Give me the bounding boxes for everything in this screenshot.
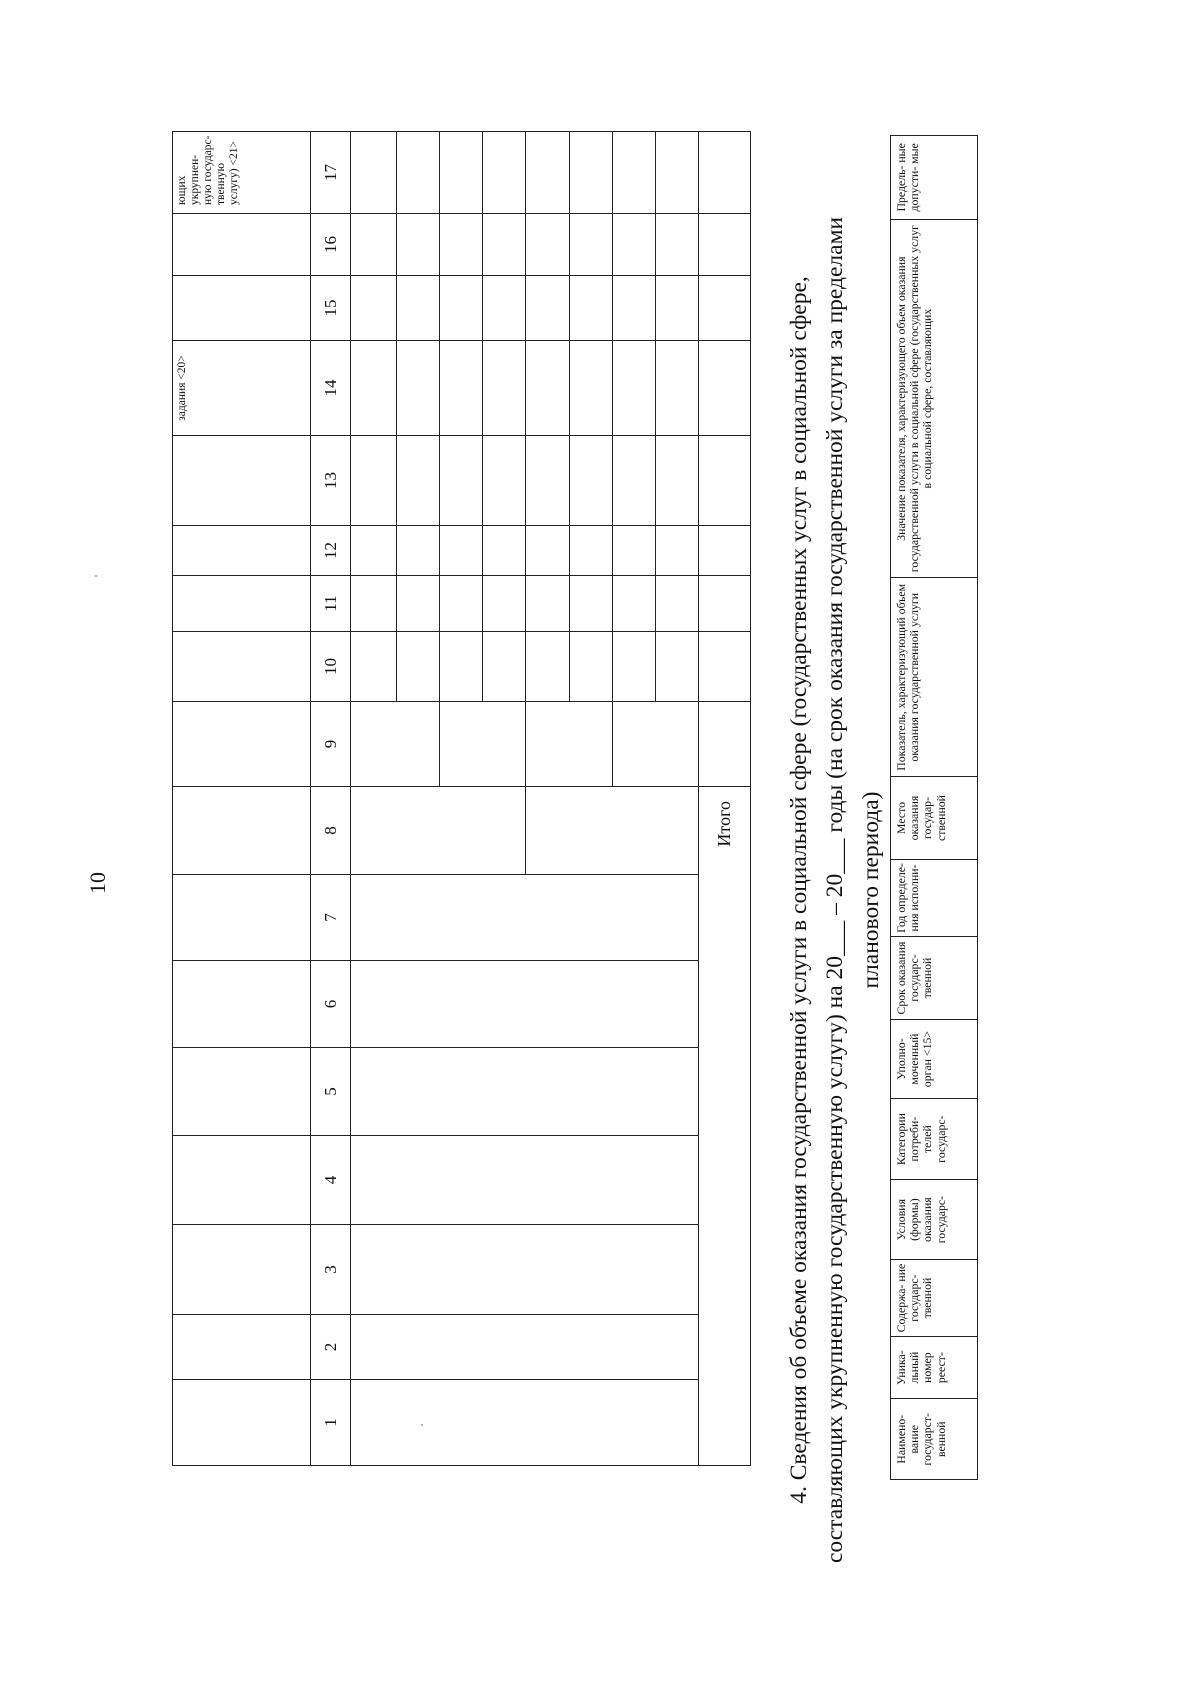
- table-cell: [656, 341, 699, 436]
- table-cell: [351, 1315, 699, 1380]
- upper-table-rotated: [172, 131, 751, 1466]
- table-cell: [613, 214, 656, 276]
- table-cell: [483, 132, 526, 214]
- table-cell: [656, 436, 699, 526]
- header-cell-2: [173, 1315, 311, 1380]
- upper-table: [172, 131, 751, 1466]
- lower-header-cell: Категории потреби- телей государс-: [891, 1099, 978, 1180]
- scan-speck: [95, 575, 97, 577]
- table-cell: [613, 276, 656, 341]
- header-cell-13: [173, 436, 311, 526]
- header-cell-14: задания <20>: [173, 341, 311, 436]
- table-cell: [351, 1380, 699, 1466]
- table-cell: [699, 214, 751, 276]
- table-cell: [699, 132, 751, 214]
- table-cell: [699, 341, 751, 436]
- table-cell: [440, 576, 483, 632]
- table-cell: [656, 214, 699, 276]
- table-cell: [440, 276, 483, 341]
- header-cell-15: [173, 276, 311, 341]
- table-cell: [397, 276, 440, 341]
- table-cell: [440, 436, 483, 526]
- table-cell: [351, 632, 397, 702]
- column-number: 17: [311, 132, 351, 214]
- lower-table-rotated: [890, 135, 978, 1480]
- table-cell: [483, 214, 526, 276]
- table-cell: [526, 576, 570, 632]
- column-number-row: [311, 132, 351, 1466]
- upper-table-header-row: [173, 132, 311, 1466]
- column-number: 3: [311, 1225, 351, 1315]
- lower-header-cell: Предель- ные допусти- мые: [891, 136, 978, 220]
- table-cell: [526, 132, 570, 214]
- lower-header-cell: Показатель, характеризующий объем оказания государственной услуги: [891, 578, 978, 777]
- table-cell: [526, 214, 570, 276]
- table-cell: [397, 632, 440, 702]
- table-cell: [351, 436, 397, 526]
- table-cell: [656, 632, 699, 702]
- table-cell: [526, 702, 613, 787]
- column-number: 14: [311, 341, 351, 436]
- header-cell-12: [173, 526, 311, 576]
- header-cell-6: [173, 961, 311, 1048]
- table-cell: [351, 787, 526, 875]
- table-cell: [613, 341, 656, 436]
- table-cell: [699, 632, 751, 702]
- header-cell-9: [173, 702, 311, 787]
- table-cell: [351, 132, 397, 214]
- table-cell: [613, 576, 656, 632]
- table-cell: [483, 526, 526, 576]
- column-number: 15: [311, 276, 351, 341]
- lower-header-cell: Значение показателя, характеризующего объем оказания государственной услуги в социальной сфере (государственных услуг в социальной сфере, составляющих: [891, 219, 978, 578]
- table-cell: [397, 214, 440, 276]
- column-number: 8: [311, 787, 351, 875]
- column-number: 6: [311, 961, 351, 1048]
- table-cell: [483, 632, 526, 702]
- column-number: 11: [311, 576, 351, 632]
- table-cell: [699, 526, 751, 576]
- table-cell: [613, 632, 656, 702]
- column-number: 16: [311, 214, 351, 276]
- table-cell: [351, 1225, 699, 1315]
- table-cell: [699, 702, 751, 787]
- page-number: 10: [85, 872, 110, 894]
- table-cell: [483, 436, 526, 526]
- table-cell: [526, 526, 570, 576]
- table-cell: [656, 526, 699, 576]
- table-cell: [397, 341, 440, 436]
- total-label: Итого: [699, 787, 751, 1466]
- table-cell: [397, 436, 440, 526]
- table-cell: [440, 702, 526, 787]
- column-number: 1: [311, 1380, 351, 1466]
- column-number: 4: [311, 1136, 351, 1225]
- table-cell: [440, 214, 483, 276]
- column-number: 13: [311, 436, 351, 526]
- header-cell-3: [173, 1225, 311, 1315]
- table-cell: [526, 436, 570, 526]
- table-cell: [656, 276, 699, 341]
- lower-header-cell: Место оказания государ- ственной: [891, 777, 978, 860]
- table-cell: [613, 702, 699, 787]
- lower-header-cell: Срок оказания государс- твенной: [891, 937, 978, 1020]
- table-cell: [483, 341, 526, 436]
- table-cell: [570, 276, 613, 341]
- column-number: 5: [311, 1048, 351, 1136]
- header-cell-5: [173, 1048, 311, 1136]
- table-cell: [351, 1048, 699, 1136]
- table-cell: [570, 132, 613, 214]
- lower-header-cell: Содержа- ние государс- твенной: [891, 1260, 978, 1336]
- lower-header-cell: Уполно- моченный орган <15>: [891, 1019, 978, 1098]
- header-cell-11: [173, 576, 311, 632]
- column-number: 12: [311, 526, 351, 576]
- table-cell: [570, 526, 613, 576]
- table-cell: [351, 576, 397, 632]
- table-cell: [440, 341, 483, 436]
- column-number: 2: [311, 1315, 351, 1380]
- table-cell: [526, 787, 699, 875]
- table-cell: [351, 1136, 699, 1225]
- table-cell: [526, 276, 570, 341]
- table-cell: [526, 632, 570, 702]
- table-row: [351, 132, 397, 1466]
- table-cell: [440, 132, 483, 214]
- table-cell: [570, 436, 613, 526]
- table-cell: [656, 132, 699, 214]
- lower-header-cell: Наимено- вание государст- венной: [891, 1399, 978, 1480]
- table-cell: [483, 276, 526, 341]
- lower-header-cell: Условия (формы) оказания государс-: [891, 1179, 978, 1260]
- table-cell: [570, 576, 613, 632]
- header-cell-7: [173, 875, 311, 961]
- table-cell: [613, 436, 656, 526]
- header-cell-10: [173, 632, 311, 702]
- table-cell: [351, 961, 699, 1048]
- table-cell: [613, 526, 656, 576]
- table-cell: [570, 632, 613, 702]
- lower-header-cell: Уника- льный номер реест-: [891, 1336, 978, 1399]
- section-title-line-2: составляющих укрупненную государственную услугу) на 20___ – 20___ годы (на срок оказания государственной услуги за пределами: [822, 216, 848, 1564]
- table-cell: [699, 436, 751, 526]
- table-cell: [656, 576, 699, 632]
- table-cell: [699, 576, 751, 632]
- table-cell: [351, 276, 397, 341]
- table-cell: [351, 526, 397, 576]
- table-cell: [397, 526, 440, 576]
- column-number: 10: [311, 632, 351, 702]
- lower-header-cell: Год определе- ния исполни-: [891, 859, 978, 936]
- table-cell: [440, 632, 483, 702]
- column-number: 7: [311, 875, 351, 961]
- header-cell-16: [173, 214, 311, 276]
- table-cell: [570, 341, 613, 436]
- header-cell-8: [173, 787, 311, 875]
- header-cell-17: ющих укрупнен- ную государс- твенную услугу) <21>: [173, 132, 311, 214]
- lower-table: [890, 135, 978, 1480]
- header-cell-1: [173, 1380, 311, 1466]
- total-row: [699, 132, 751, 1466]
- scan-speck: [421, 1424, 423, 1426]
- table-cell: [483, 576, 526, 632]
- table-cell: [526, 341, 570, 436]
- section-title-line-1: 4. Сведения об объеме оказания государственной услуги в социальной сфере (государственных услуг в социальной сфере,: [786, 276, 812, 1504]
- table-cell: [397, 132, 440, 214]
- column-number: 9: [311, 702, 351, 787]
- table-cell: [397, 576, 440, 632]
- table-cell: [351, 214, 397, 276]
- table-cell: [351, 341, 397, 436]
- table-cell: [699, 276, 751, 341]
- table-cell: [440, 526, 483, 576]
- table-cell: [351, 875, 699, 961]
- table-cell: [570, 214, 613, 276]
- table-cell: [613, 132, 656, 214]
- header-cell-4: [173, 1136, 311, 1225]
- table-cell: [351, 702, 440, 787]
- section-title-line-3: планового периода): [858, 791, 884, 989]
- lower-table-header-row: [891, 136, 978, 1480]
